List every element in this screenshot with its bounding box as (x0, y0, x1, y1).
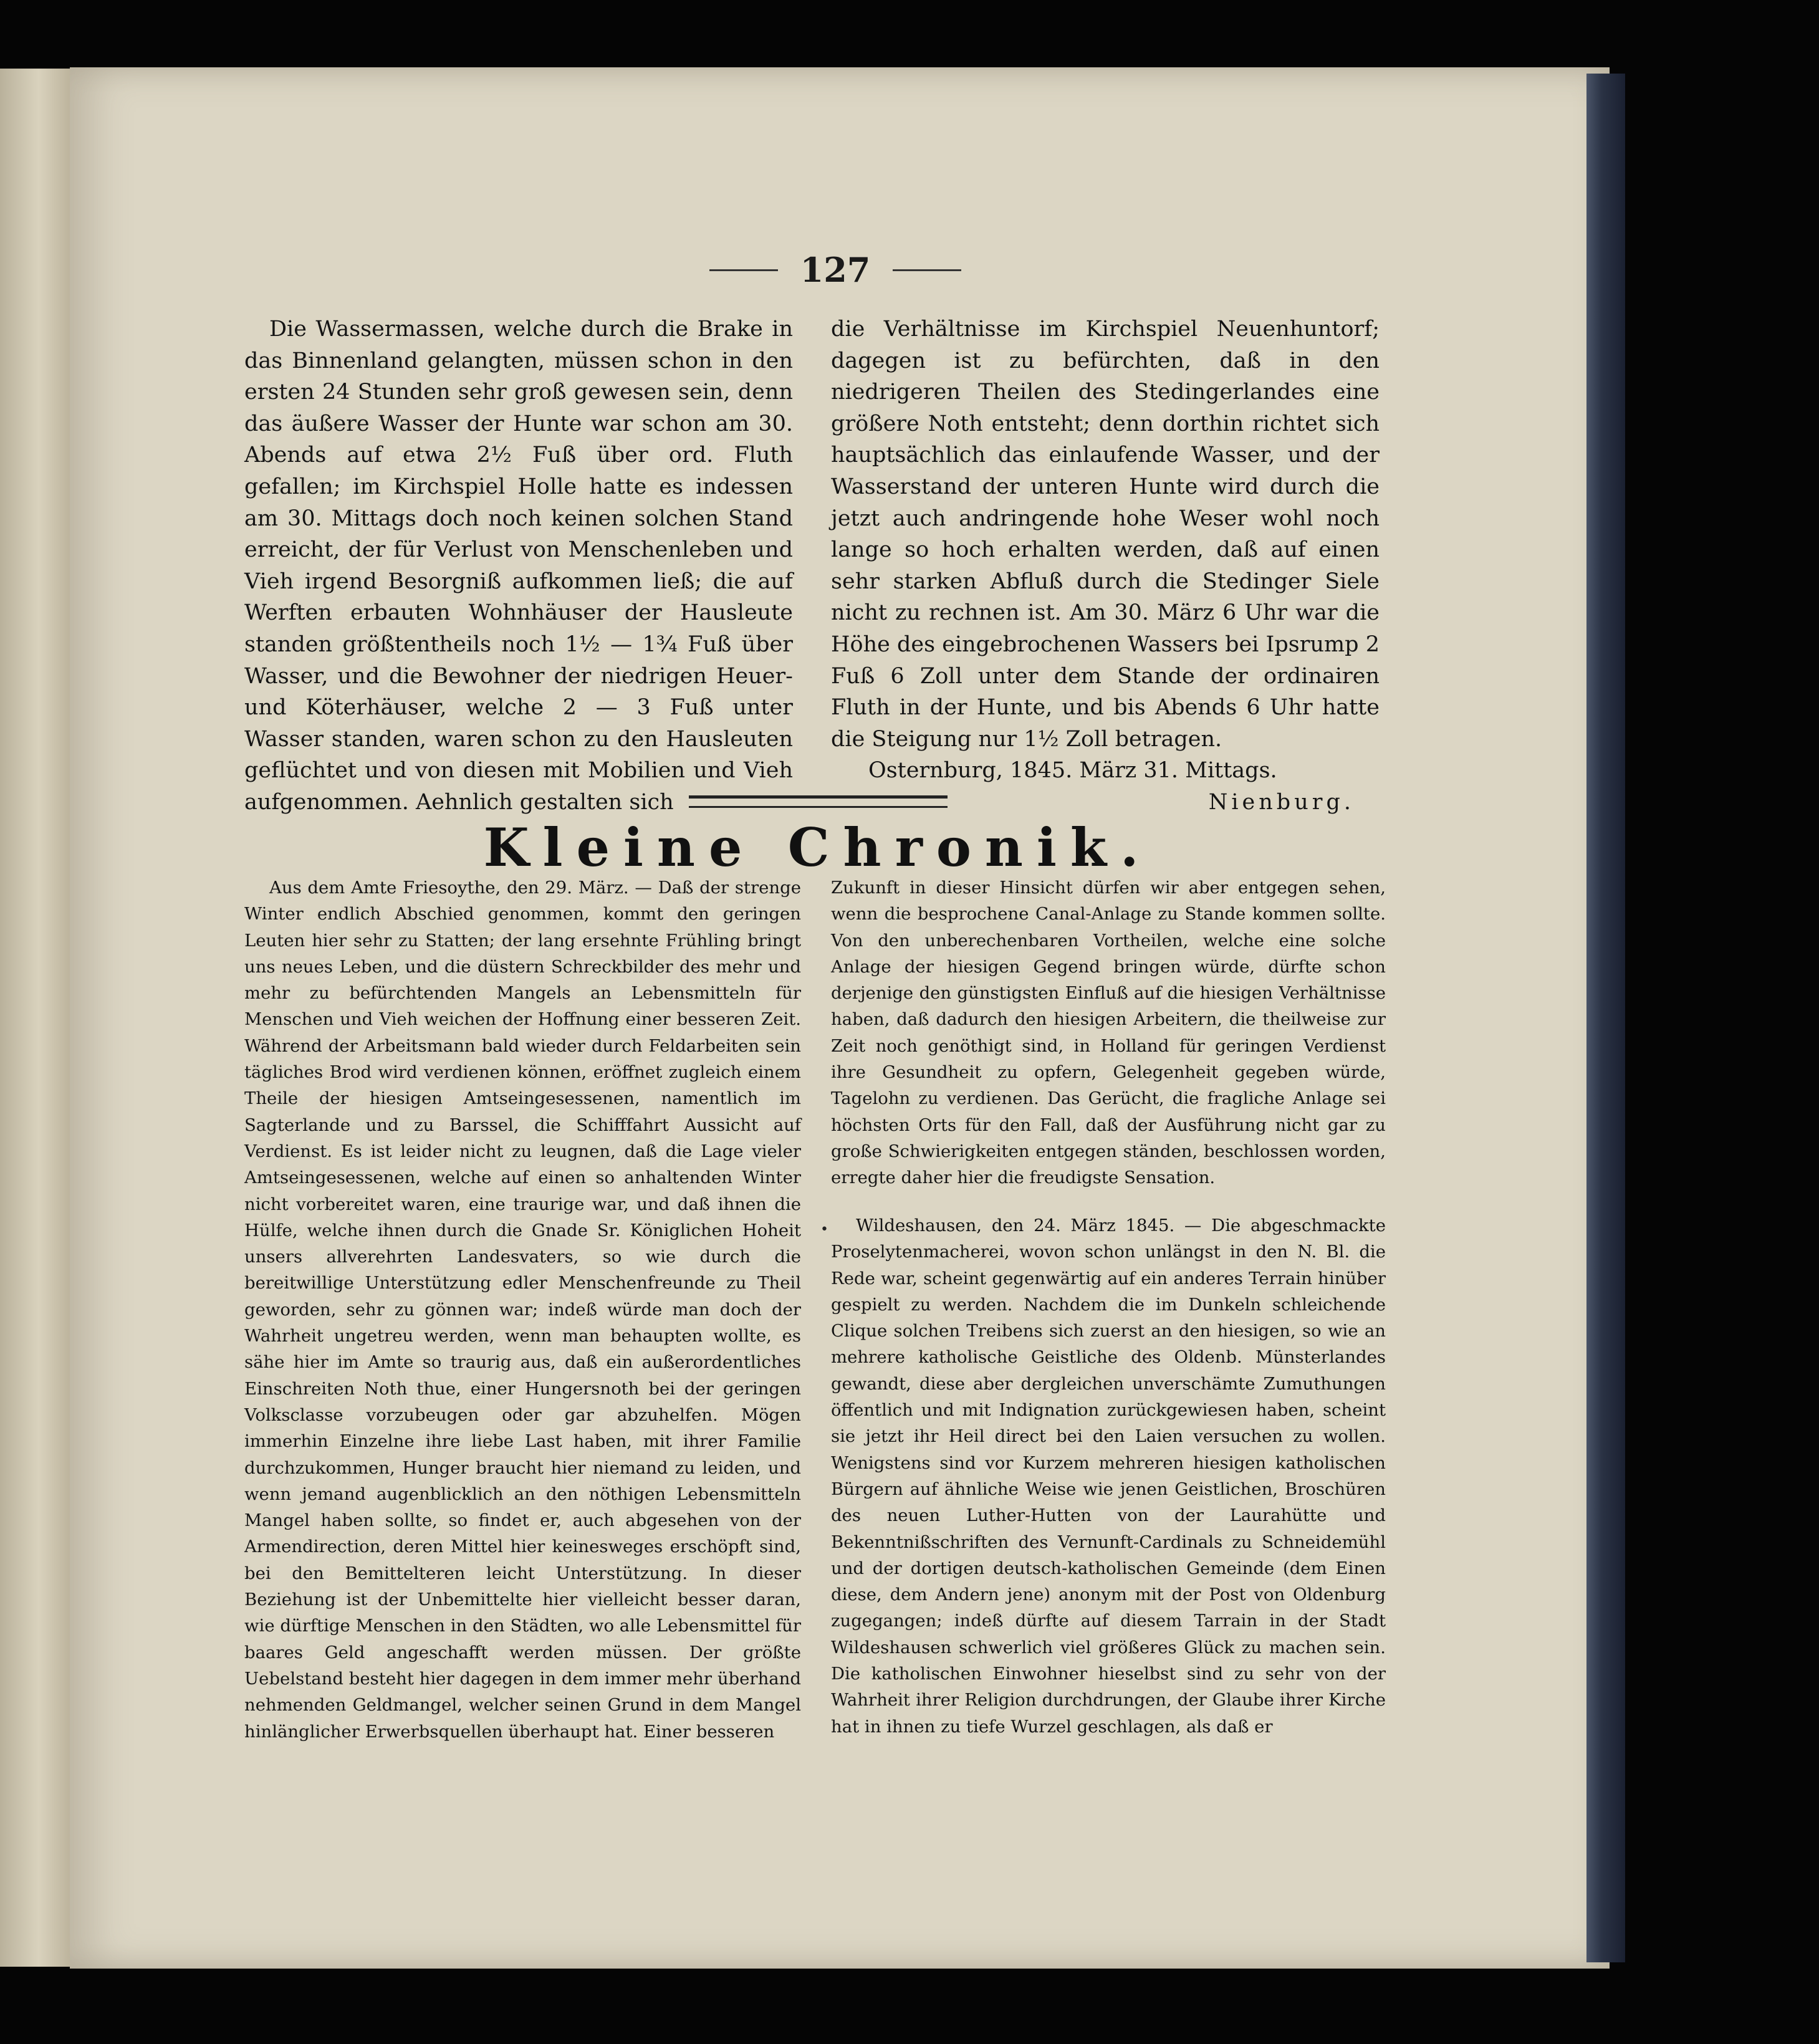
report-dateline: Osternburg, 1845. März 31. Mittags. (868, 758, 1277, 784)
page-header (661, 248, 1010, 292)
chronicle-right-column (831, 875, 1386, 1191)
header-rule-right (893, 269, 961, 271)
section-heading: Kleine Chronik. (483, 817, 1153, 878)
upper-left-column (244, 314, 793, 818)
wildeshausen-column (831, 1212, 1386, 1740)
upper-right-column (831, 314, 1380, 818)
report-signature: Nienburg. (1208, 789, 1355, 815)
chronicle-left-column (244, 875, 801, 1745)
page-number: 127 (800, 250, 871, 290)
section-divider (689, 795, 948, 808)
friesoythe-article: Aus dem Amte Friesoythe, den 29. März. — Daß der strenge Winter endlich Abschied genommen, kommt den geringen Leuten hier sehr zu Statten; der lang ersehnte Frühling bringt uns neues Leben, und die düstern Schreckbilder des mehr und mehr zu befürchtenden Mangels an Lebensmitteln für Menschen und Vieh weichen der Hoffnung einer besseren Zeit. Während der Arbeitsmann bald wieder durch Feldarbeiten sein tägliches Brod wird verdienen können, eröffnet zugleich einem Theile der hiesigen Amtseingesessenen, namentlich im Sagterlande und zu Barssel, die Schifffahrt Aussicht auf Verdienst. Es ist leider nicht zu leugnen, daß die Lage vieler Amtseingesessenen, welche auf einen so anhaltenden Winter nicht vorbereitet waren, eine traurige war, und daß ihnen die Hülfe, welche ihnen durch die Gnade Sr. Königlichen Hoheit unsers allverehrten Landesvaters, so wie durch die bereitwillige Unterstützung edler Menschenfreunde zu Theil geworden, sehr zu gönnen war; indeß würde man doch der Wahrheit ungetreu werden, wenn man behaupten wollte, es sähe hier im Amte so traurig aus, daß ein außerordentliches Einschreiten Noth thue, einer Hungersnoth bei der geringen Volksclasse vorzubeugen oder gar abzuhelfen. Mögen immerhin Einzelne ihre liebe Last haben, mit ihrer Familie durchzukommen, Hunger braucht hier niemand zu leiden, und wenn jemand augenblicklich an den nöthigen Lebensmitteln Mangel haben sollte, so findet er, auch abgesehen von der Armendirection, deren Mittel hier keinesweges erschöpft sind, bei den Bemittelteren leicht Unterstützung. In dieser Beziehung ist der Unbemittelte hier vielleicht besser daran, wie dürftige Menschen in den Städten, wo alle Lebensmittel für baares Geld angeschafft werden müssen. Der größte Uebelstand besteht hier dagegen in dem immer mehr überhand nehmenden Geldmangel, welcher seinen Grund in dem Mangel hinlänglicher Erwerbsquellen überhaupt hat. Einer besseren (244, 878, 801, 1742)
book-cover-edge (1586, 74, 1625, 1962)
left-page-edge (0, 69, 72, 1967)
flood-report-paragraph: Die Wassermassen, welche durch die Brake in das Binnenland gelangten, müssen schon in den ersten 24 Stunden sehr groß gewesen sein, denn das äußere Wasser der Hunte war schon am 30. Abends auf etwa 2½ Fuß über ord. Fluth gefallen; im Kirchspiel Holle hatte es indessen am 30. Mittags doch noch keinen solchen Stand erreicht, der für Verlust von Menschenleben und Vieh irgend Besorgniß aufkommen ließ; die auf Werften erbauten Wohnhäuser der Hausleute standen größtentheils noch 1½ — 1¾ Fuß über Wasser, und die Bewohner der niedrigen Heuer- und Köterhäuser, welche 2 — 3 Fuß unter Wasser standen, waren schon zu den Hausleuten geflüchtet und von diesen mit Mobilien und Vieh aufgenommen. Aehnlich gestalten sich (244, 317, 793, 815)
wildeshausen-article: Wildeshausen, den 24. März 1845. — Die abgeschmackte Proselytenmacherei, wovon schon unlängst in den N. Bl. die Rede war, scheint gegenwärtig auf ein anderes Terrain hinüber gespielt zu werden. Nachdem die im Dunkeln schleichende Clique solchen Treibens sich zuerst an den hiesigen, so wie an mehrere katholische Geistliche des Oldenb. Münsterlandes gewandt, diese aber dergleichen unverschämte Zumuthungen öffentlich und mit Indignation zurückgewiesen haben, scheint sie jetzt ihr Heil direct bei den Laien versuchen zu wollen. Wenigstens sind vor Kurzem mehreren hiesigen katholischen Bürgern auf ähnliche Weise wie jenen Geistlichen, Broschüren des neuen Luther-Hutten von der Laurahütte und Bekenntnißschriften des Vernunft-Cardinals zu Schneidemühl und der dortigen deutsch-katholischen Gemeinde (dem Einen diese, dem Andern jene) anonym mit der Post von Oldenburg zugegangen; indeß dürfte auf diesem Tarrain in der Stadt Wildeshausen schwerlich viel größeres Glück zu machen sein. Die katholischen Einwohner hieselbst sind zu sehr von der Wahrheit ihrer Religion durchdrungen, der Glaube ihrer Kirche hat in ihnen zu tiefe Wurzel geschlagen, als daß er (831, 1216, 1386, 1737)
friesoythe-article-continuation: Zukunft in dieser Hinsicht dürfen wir aber entgegen sehen, wenn die besprochene Canal-Anlage zu Stande kommen sollte. Von den unberechenbaren Vortheilen, welche eine solche Anlage der hiesigen Gegend bringen würde, dürfte schon derjenige den günstigsten Einfluß auf die hiesigen Verhältnisse haben, daß dadurch den hiesigen Arbeitern, die theilweise zur Zeit noch genöthigt sind, in Holland für geringen Verdienst ihre Gesundheit zu opfern, Gelegenheit gegeben würde, Tagelohn zu verdienen. Das Gerücht, die fragliche Anlage sei höchsten Orts für den Fall, daß der Ausführung nicht gar zu große Schwierigkeiten entgegen ständen, beschlossen worden, erregte daher hier die freudigste Sensation. (831, 878, 1386, 1188)
flood-report-continuation: die Verhältnisse im Kirchspiel Neuenhuntorf; dagegen ist zu befürchten, daß in den niedrigeren Theilen des Stedingerlandes eine größere Noth entsteht; denn dorthin richtet sich hauptsächlich das einlaufende Wasser, und der Wasserstand der unteren Hunte wird durch die jetzt auch andringende hohe Weser wohl noch lange so hoch erhalten werden, daß auf einen sehr starken Abfluß durch die Stedinger Siele nicht zu rechnen ist. Am 30. März 6 Uhr war die Höhe des eingebrochenen Wassers bei Ipsrump 2 Fuß 6 Zoll unter dem Stande der ordinairen Fluth in der Hunte, und bis Abends 6 Uhr hatte die Steigung nur 1½ Zoll betragen. (831, 317, 1380, 752)
margin-dot: • (820, 1222, 828, 1237)
header-rule-left (709, 269, 778, 271)
